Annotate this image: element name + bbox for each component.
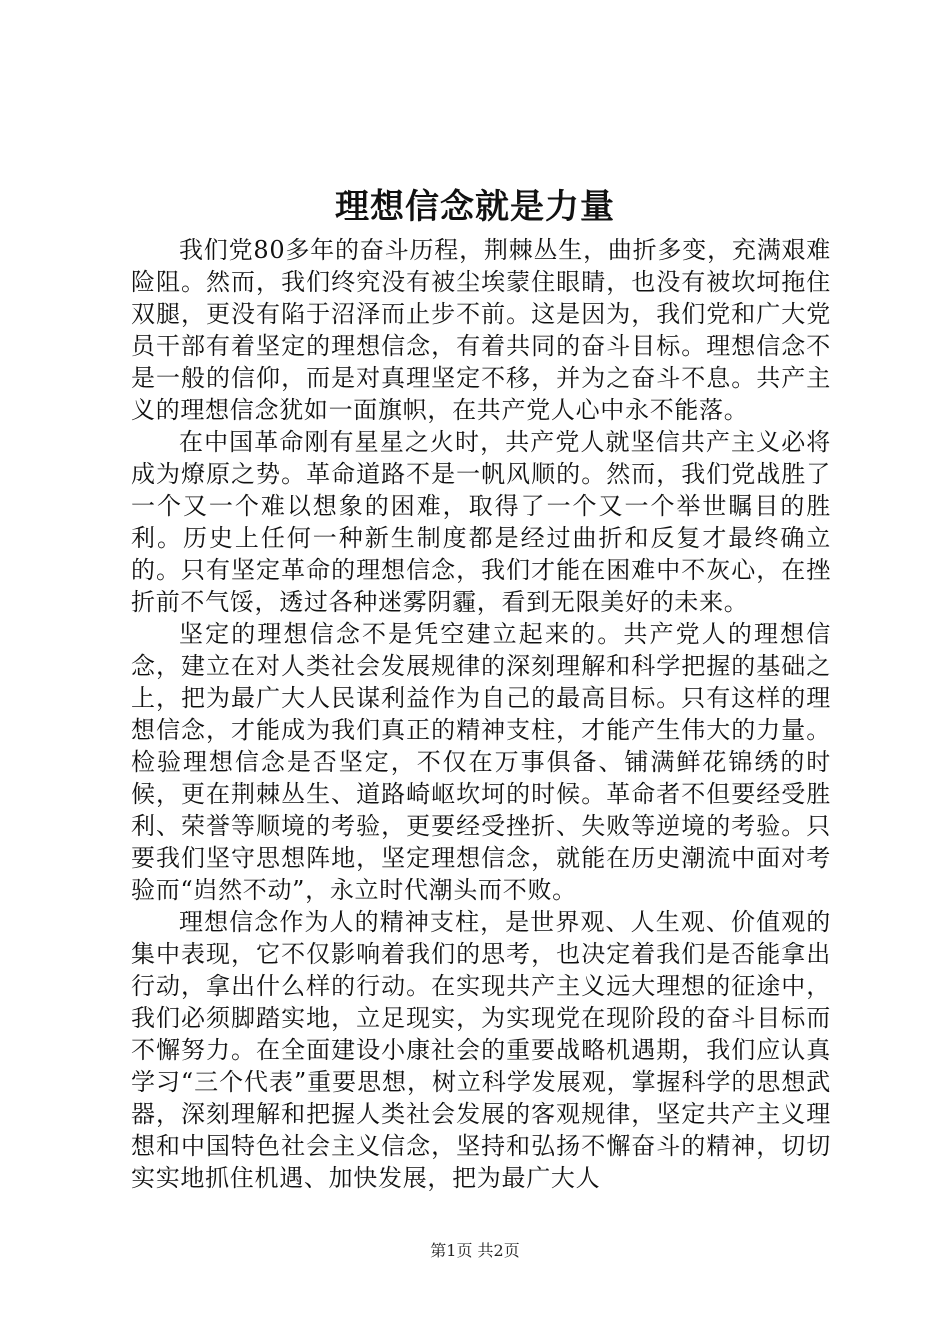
paragraph-3: 坚定的理想信念不是凭空建立起来的。共产党人的理想信念，建立在对人类社会发展规律的深刻理解和科学把握的基础之上，把为最广大人民谋利益作为自己的最高目标。只有这样的理想信念，才能成为我们真正的精神支柱，才能产生伟大的力量。检验理想信念是否坚定，不仅在万事俱备、铺满鲜花锦绣的时候，更在荆棘丛生、道路崎岖坎坷的时候。革命者不但要经受胜利、荣誉等顺境的考验，更要经受挫折、失败等逆境的考验。只要我们坚守思想阵地，坚定理想信念，就能在历史潮流中面对考验而“岿然不动”，永立时代潮头而不败。: [131, 620, 831, 904]
paragraph-1: 我们党80多年的奋斗历程，荆棘丛生，曲折多变，充满艰难险阻。然而，我们终究没有被尘埃蒙住眼睛，也没有被坎坷拖住双腿，更没有陷于沼泽而止步不前。这是因为，我们党和广大党员干部有着坚定的理想信念，有着共同的奋斗目标。理想信念不是一般的信仰，而是对真理坚定不移，并为之奋斗不息。共产主义的理想信念犹如一面旗帜，在共产党人心中永不能落。: [131, 236, 831, 424]
paragraph-4: 理想信念作为人的精神支柱，是世界观、人生观、价值观的集中表现，它不仅影响着我们的思考，也决定着我们是否能拿出行动，拿出什么样的行动。在实现共产主义远大理想的征途中，我们必须脚踏实地，立足现实，为实现党在现阶段的奋斗目标而不懈努力。在全面建设小康社会的重要战略机遇期，我们应认真学习“三个代表”重要思想，树立科学发展观，掌握科学的思想武器，深刻理解和把握人类社会发展的客观规律，坚定共产主义理想和中国特色社会主义信念，坚持和弘扬不懈奋斗的精神，切切实实地抓住机遇、加快发展，把为最广大人: [131, 908, 831, 1192]
document-title: 理想信念就是力量: [335, 187, 615, 227]
document-body: [131, 234, 831, 1194]
paragraph-2: 在中国革命刚有星星之火时，共产党人就坚信共产主义必将成为燎原之势。革命道路不是一帆风顺的。然而，我们党战胜了一个又一个难以想象的困难，取得了一个又一个举世瞩目的胜利。历史上任何一种新生制度都是经过曲折和反复才最终确立的。只有坚定革命的理想信念，我们才能在困难中不灰心，在挫折前不气馁，透过各种迷雾阴霾，看到无限美好的未来。: [131, 428, 831, 616]
page-number-footer: 第1页 共2页: [430, 1241, 520, 1260]
